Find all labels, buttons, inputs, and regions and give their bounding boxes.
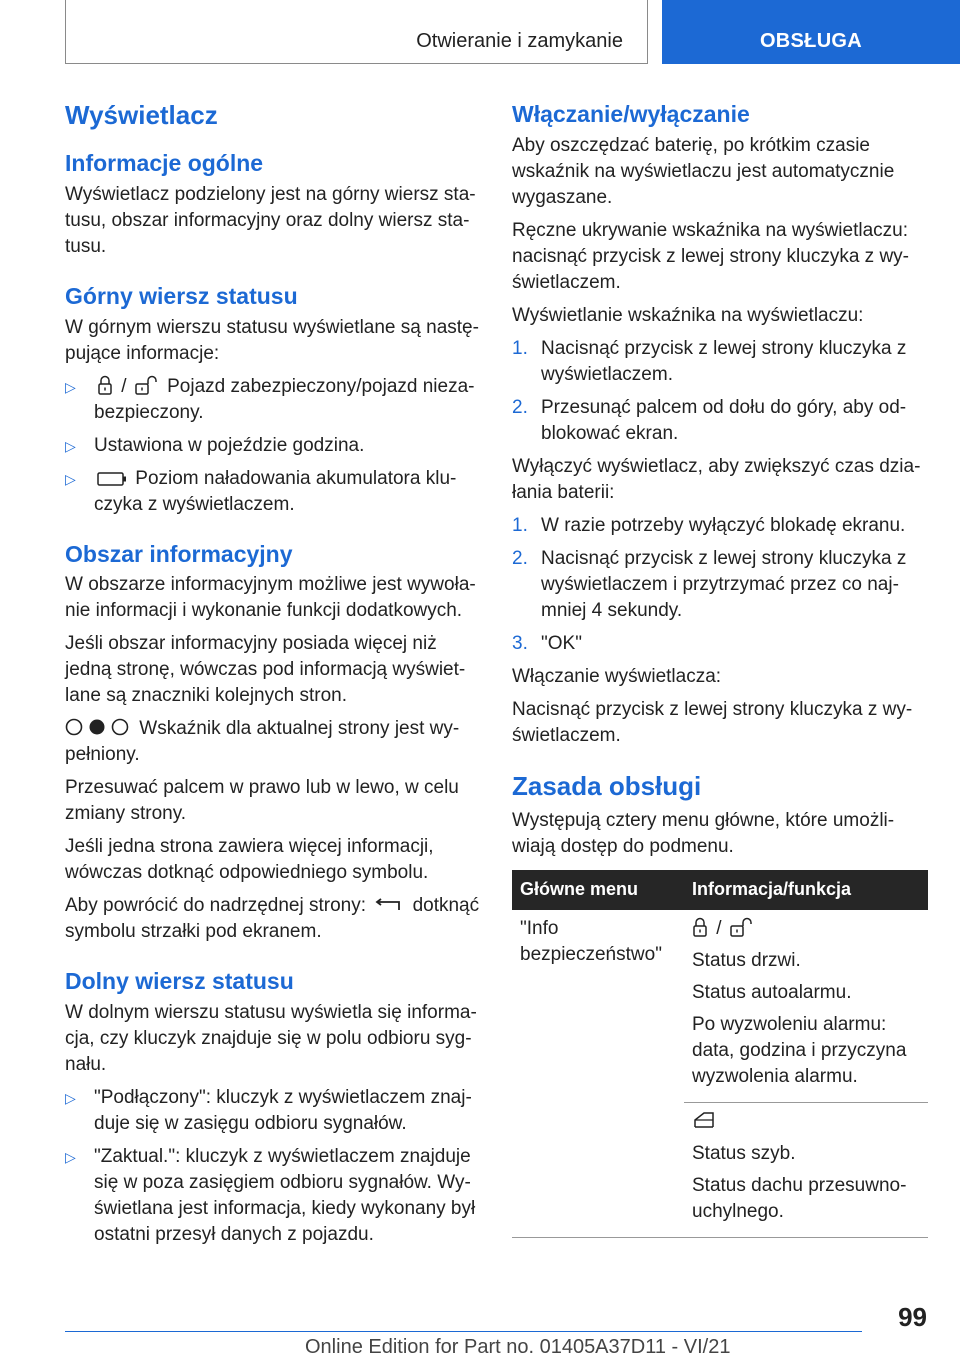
item-text: Ustawiona w pojeździe godzina. — [94, 434, 365, 456]
info-line: Po wyzwoleniu alarmu: data, godzina i przyczyna wyzwolenia alarmu. — [692, 1013, 907, 1087]
list-item — [65, 1144, 480, 1248]
triangle-bullet-icon: ▷ — [65, 1149, 76, 1166]
table-header-row — [512, 870, 928, 910]
table-row — [512, 910, 928, 1103]
header-chapter-label: OBSŁUGA — [759, 30, 863, 52]
page-indicator-icon — [65, 717, 131, 737]
page-indicator-text: Wskaźnik dla aktualnej strony jest wypełniony. — [65, 718, 460, 766]
car-window-icon — [692, 1110, 716, 1130]
triangle-bullet-icon: ▷ — [65, 437, 76, 454]
item-text: Pojazd zabezpieczony/pojazd niezabezpieczony. — [94, 375, 475, 423]
triangle-bullet-icon: ▷ — [65, 1090, 76, 1107]
heading-general: Informacje ogólne — [65, 150, 264, 177]
onoff-p3: Wyświetlanie wskaźnika na wyświetlaczu: — [512, 304, 864, 326]
general-text: Wyświetlacz podzielony jest na górny wiersz statusu, obszar informacyjny oraz dolny wiersz statusu. — [65, 183, 476, 257]
list-item — [65, 374, 480, 426]
info-area-p1: W obszarze informacyjnym możliwe jest wywołanie informacji i wykonanie funkcji dodatkowych. — [65, 574, 476, 622]
heading-onoff: Włączanie/wyłączanie — [512, 101, 750, 127]
list-item — [512, 395, 928, 447]
top-status-list — [65, 374, 480, 518]
back-instruction-a: Aby powrócić do nadrzędnej strony: — [65, 895, 366, 917]
bottom-status-list — [65, 1085, 480, 1248]
info-line: Status autoalarmu. — [692, 981, 852, 1003]
heading-info-area: Obszar informacyjny — [65, 540, 293, 567]
step-text: Nacisnąć przycisk z lewej strony kluczyka z wyświetlaczem. — [541, 337, 907, 385]
back-instruction-b: dotknąć symbolu strzałki pod ekranem. — [65, 895, 480, 943]
off-steps-list — [512, 513, 928, 657]
onoff-p5: Włączanie wyświetlacza: — [512, 665, 722, 687]
header-section-box — [65, 0, 648, 64]
step-number: 3. — [512, 632, 528, 654]
info-line: Status drzwi. — [692, 949, 801, 971]
lock-closed-icon — [97, 375, 113, 395]
step-number: 1. — [512, 337, 528, 359]
step-number: 2. — [512, 396, 528, 418]
info-line: Status szyb. — [692, 1142, 796, 1164]
list-item — [65, 1085, 480, 1137]
lock-closed-icon — [692, 917, 708, 937]
lock-open-icon — [730, 917, 754, 937]
lock-separator: / — [121, 375, 127, 397]
menu-name-cell: "Info bezpieczeństwo" — [512, 910, 684, 1238]
heading-top-status: Górny wiersz statusu — [65, 282, 298, 309]
header-chapter-tab — [662, 0, 960, 64]
col-main-menu: Główne menu — [512, 870, 684, 910]
list-item — [512, 513, 928, 539]
triangle-bullet-icon: ▷ — [65, 378, 76, 395]
back-arrow-icon — [374, 896, 404, 914]
onoff-p4: Wyłączyć wyświetlacz, aby zwiększyć czas działania baterii: — [512, 455, 921, 503]
step-number: 2. — [512, 547, 528, 569]
section-top-status — [65, 282, 480, 518]
onoff-p2: Ręczne ukrywanie wskaźnika na wyświetlaczu: nacisnąć przycisk z lewej strony kluczyka z wyświetlaczem. — [512, 219, 909, 293]
col-info-function: Informacja/funkcja — [684, 870, 928, 910]
menu-table — [512, 870, 928, 1238]
header-section-title: Otwieranie i zamykanie — [416, 30, 623, 52]
list-item — [512, 336, 928, 388]
info-area-p6 — [65, 893, 480, 945]
info-cell — [684, 1102, 928, 1237]
main-title: Wyświetlacz — [65, 100, 218, 130]
onoff-p1: Aby oszczędzać baterię, po krótkim czasie wskaźnik na wyświetlaczu jest automatycznie wygaszane. — [512, 134, 895, 208]
battery-icon — [97, 471, 127, 487]
window-icon-line — [692, 1109, 920, 1135]
section-bottom-status — [65, 967, 480, 1248]
footer-edition: Online Edition for Part no. 01405A37D11 - VI/21 — [305, 1336, 731, 1358]
info-area-p5: Jeśli jedna strona zawiera więcej informacji, wówczas dotknąć odpowiedniego symbolu. — [65, 836, 434, 884]
footer-divider — [65, 1331, 862, 1332]
page-number: 99 — [898, 1302, 927, 1332]
item-text: Poziom naładowania akumulatora kluczyka z wyświetlaczem. — [94, 467, 457, 515]
section-info-area — [65, 540, 480, 946]
principle-title: Zasada obsługi — [512, 770, 702, 801]
section-general — [65, 149, 480, 260]
lock-open-icon — [135, 375, 159, 395]
step-text: "OK" — [541, 632, 582, 654]
bottom-status-intro: W dolnym wierszu statusu wyświetla się informacja, czy kluczyk znajduje się w polu odbioru sygnału. — [65, 1002, 477, 1076]
info-area-p4: Przesuwać palcem w prawo lub w lewo, w celu zmiany strony. — [65, 777, 459, 825]
list-item — [65, 466, 480, 518]
info-cell — [684, 910, 928, 1103]
info-line: Status dachu przesuwnouchylnego. — [692, 1174, 907, 1222]
left-column — [65, 100, 480, 1270]
list-item — [512, 631, 928, 657]
step-text: Przesunąć palcem od dołu do góry, aby odblokować ekran. — [541, 396, 907, 444]
step-number: 1. — [512, 514, 528, 536]
step-text: W razie potrzeby wyłączyć blokadę ekranu. — [541, 514, 906, 536]
right-column — [512, 100, 928, 1238]
info-area-p3 — [65, 716, 480, 768]
step-text: Nacisnąć przycisk z lewej strony kluczyka z wyświetlaczem i przytrzymać przez co najmniej 4 sekundy. — [541, 547, 907, 621]
info-area-p2: Jeśli obszar informacyjny posiada więcej niż jedną stronę, wówczas pod informacją wyświetlane są znaczniki kolejnych stron. — [65, 633, 466, 707]
section-principle — [512, 771, 928, 1238]
show-steps-list — [512, 336, 928, 447]
top-status-intro: W górnym wierszu statusu wyświetlane są następujące informacje: — [65, 316, 479, 364]
principle-p1: Występują cztery menu główne, które umożliwiają dostęp do podmenu. — [512, 809, 895, 857]
lock-separator: / — [716, 917, 722, 939]
lock-icons-line — [692, 916, 920, 942]
item-text: "Zaktual.": kluczyk z wyświetlaczem znajduje się w poza zasięgiem odbioru sygnałów. Wyświetlana jest informacja, kiedy wykonany był ostatni przesył danych z pojazdu. — [94, 1146, 476, 1246]
section-onoff — [512, 100, 928, 749]
heading-bottom-status: Dolny wiersz statusu — [65, 968, 294, 995]
item-text: "Podłączony": kluczyk z wyświetlaczem znajduje się w zasięgu odbioru sygnałów. — [94, 1087, 472, 1135]
onoff-p6: Nacisnąć przycisk z lewej strony kluczyka z wyświetlaczem. — [512, 698, 913, 746]
list-item — [512, 546, 928, 624]
triangle-bullet-icon: ▷ — [65, 470, 76, 487]
list-item — [65, 433, 480, 459]
